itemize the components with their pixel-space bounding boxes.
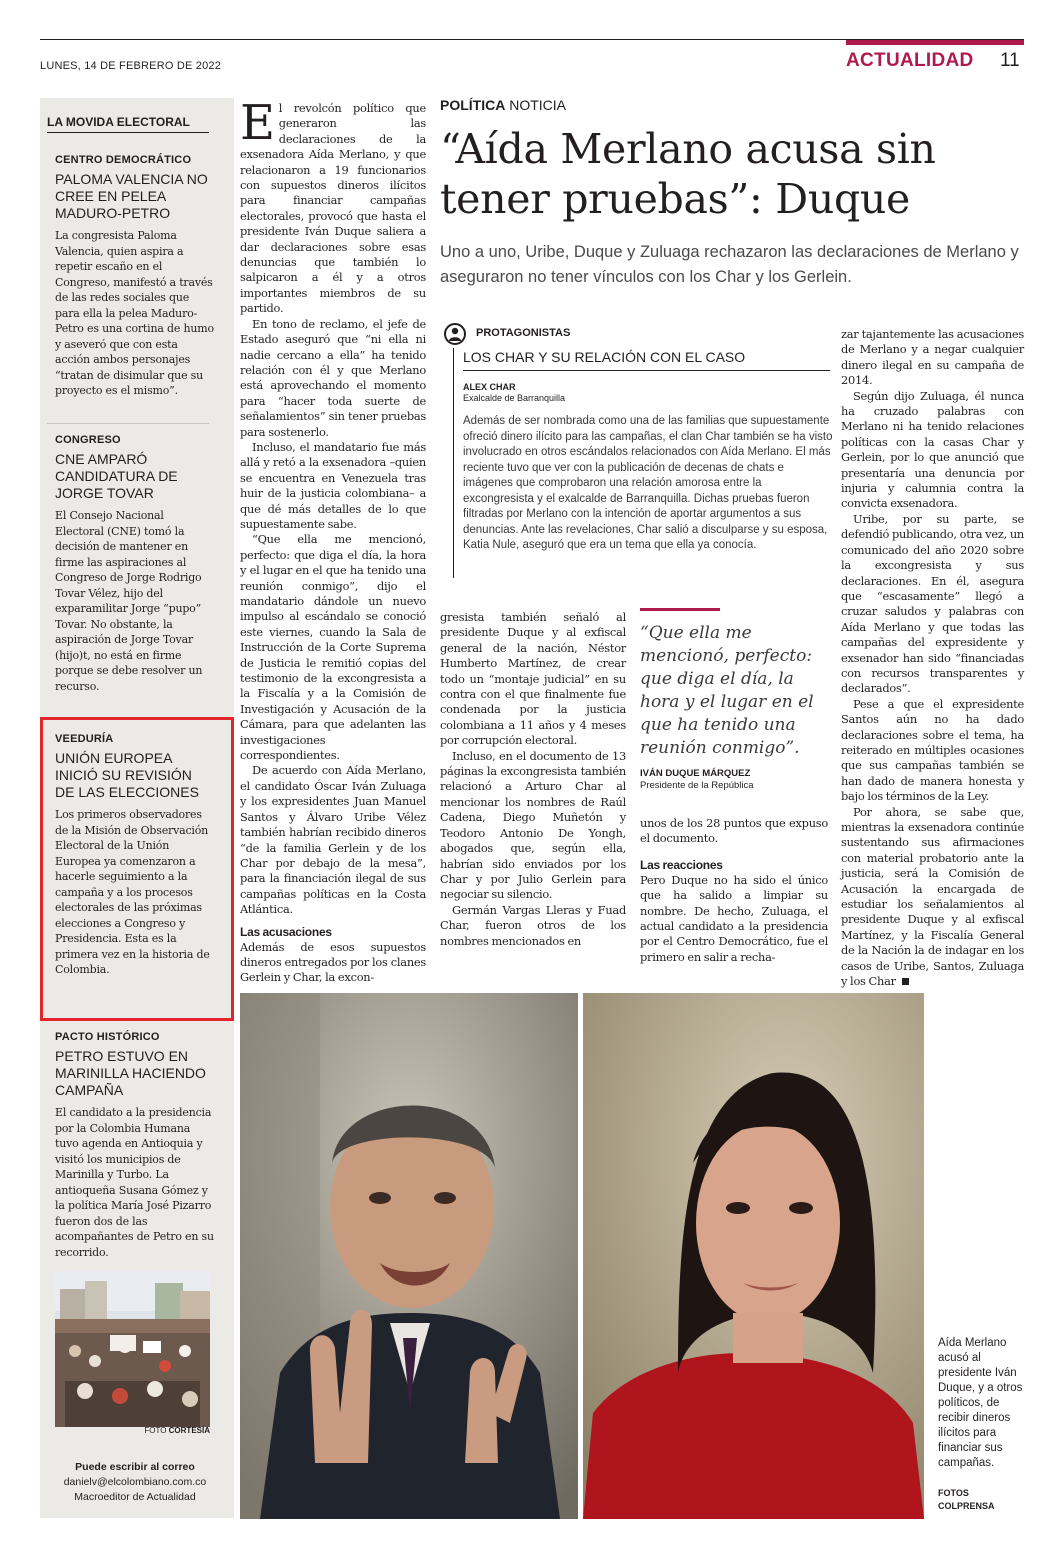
- sidebar-item-body: La congresista Paloma Valencia, quien aspira a repetir escaño en el Congreso, manifestó a través de las redes sociales que para ella la pelea Maduro-Petro es una cortina de humo y aseveró que con esta acción ambos personajes “tratan de disimular que su proyecto es el mismo”.: [55, 229, 214, 397]
- protagonists-body: Además de ser nombrada como una de las familias que supuestamente ofreció dinero ilícito para las campañas, el clan Char también se ha visto involucrado en otros escándalos relacionados con Aída Merlano. El más reciente tuvo que ver con la publicación de decenas de chats e imágenes que comprobaron una relación amorosa entre la excongresista y el exalcalde de Barranquilla. Dichas pruebas fueron filtradas por Merlano con la intención de aportar argumentos a sus denuncias. Ante las revelaciones, Char salió a disculparse y su esposa, Katia Nule, aseguró que era un tema que ella ya conocía.: [463, 415, 833, 551]
- sidebar-item: [55, 154, 215, 399]
- contact-title: Puede escribir al correo: [75, 1461, 195, 1473]
- page-number: 11: [1000, 50, 1020, 71]
- article-deck: Uno a uno, Uribe, Duque y Zuluaga rechazaron las declaraciones de Merlano y aseguraron no tener vínculos con los Char y los Gerlein.: [440, 243, 1019, 286]
- section-tab: [846, 40, 1024, 45]
- sidebar-item-body: El Consejo Nacional Electoral (CNE) tomó la decisión de mantener en firme las aspiraciones al Congreso de Jorge Rodrigo Tovar Vélez, hijo del exparamilitar Jorge “pupo” Tovar. No obstante, la aspiración de Jorge Tovar (hijo)t, no está en firme porque se debe resolver un recurso.: [55, 509, 203, 693]
- lead-paragraph: l revolcón político que generaron las declaraciones de la exsenadora Aída Merlano, y que relacionaron a 19 funcionarios con supuestos dineros ilícitos para financiar campañas electorales, provocó que hasta el presidente Iván Duque saliera a dar declaraciones sobre esas denuncias que también lo salpicaron a él y a otros importantes miembros de su partido.: [240, 101, 426, 316]
- pull-quote: “Que ella me mencionó, perfecto: que diga el día, la hora y el lugar en el que ha tenido una reunión conmigo”.: [640, 623, 814, 758]
- rally-photo-image: [55, 1271, 210, 1427]
- paragraph: Uribe, por su parte, se defendió publicando, otra vez, un comunicado del año 2020 sobre la excongresista y sus declaraciones. En él, asegura que “escasamente” llegó a cruzar saludos y palabras con Aída Merlano y que todas las campañas del expresidente y exsenador han sido “financiadas con recursos transparentes y declarados”.: [841, 511, 1024, 696]
- section-name: ACTUALIDAD: [846, 50, 974, 71]
- paragraph: Incluso, el mandatario fue más allá y retó a la exsenadora –quien se encuentra en Venezuela tras huir de la justicia colombiana– a que dé más detalles de lo que supuestamente sabe.: [240, 439, 426, 531]
- kicker-type: NOTICIA: [509, 97, 567, 113]
- contact-email[interactable]: danielv@elcolombiano.com.co: [63, 1476, 207, 1488]
- protagonists-title: LOS CHAR Y SU RELACIÓN CON EL CASO: [463, 349, 830, 371]
- end-mark-icon: [902, 978, 909, 985]
- sidebar-item-kicker: CENTRO DEMOCRÁTICO: [55, 154, 192, 166]
- paragraph: “Que ella me mencionó, perfecto: que diga el día, la hora y el lugar en el que ha tenido una reunión conmigo”, dijo el mandatario dándole un nuevo impulso al escándalo se conoció este viernes, cuando la Sala de Instrucción de la Corte Suprema de Justicia le remitió copias del testimonio de la excongresista a la Fiscalía y a la Comisión de Investigación y Acusación de la Cámara, para que adelanten las investigaciones correspondientes.: [240, 532, 426, 763]
- paragraph: Según dijo Zuluaga, él nunca ha cruzado palabras con Merlano ni ha tenido relaciones políticas con la casas Char y Gerlein, por lo que anunció que presentaría una denuncia por injuria y calumnia contra la convicta exsenadora.: [841, 388, 1024, 511]
- article-column-1: [240, 95, 426, 985]
- photo-credit-source: COLPRENSA: [938, 1501, 995, 1511]
- merlano-photo-image: [583, 993, 924, 1519]
- article-headline: “Aída Merlano acusa sin tener pruebas”: Duque: [440, 125, 936, 223]
- sidebar-item: [55, 434, 215, 694]
- sidebar-item-headline: UNIÓN EUROPEA INICIÓ SU REVISIÓN DE LAS ELECCIONES: [55, 750, 199, 800]
- paragraph: De acuerdo con Aída Merlano, el candidato Óscar Iván Zuluaga y los expresidentes Juan Manuel Santos y Álvaro Uribe Vélez también habrían recibido dineros “de la familia Gerlein y de los Char por debajo de la mesa”, para la financiación ilegal de sus campañas políticas en la Costa Atlántica.: [240, 763, 426, 917]
- quote-author: IVÁN DUQUE MÁRQUEZ: [640, 768, 751, 779]
- photo-credit-label: FOTOS: [938, 1488, 969, 1498]
- paragraph: En tono de reclamo, el jefe de Estado aseguró que “ni ella ni nadie cercano a ella” ha tenido relación con él y que Merlano está aprovechando el momento para “hacer toda suerte de señalamientos” sin tener pruebas para sostenerlo.: [240, 316, 426, 439]
- photo-caption: Aída Merlano acusó al presidente Iván Duque, y a otros políticos, de recibir dineros ilícitos para financiar sus campañas.: [938, 1337, 1023, 1469]
- paragraph: unos de los 28 puntos que expuso el documento.: [640, 816, 828, 846]
- paragraph: Incluso, en el documento de 13 páginas la excongresista también relacionó a Arturo Char al mencionar los nombres de Raúl Cadena, Diego Muñetón y Teodoro Antonio De Yongh, abogados que, según ella, habrían sido enviados por los Char y por Julio Gerlein para negociar su silencio.: [440, 748, 626, 902]
- article-column-2: [440, 610, 626, 966]
- sidebar-title-rule: [47, 132, 209, 133]
- article-column-3: [640, 816, 828, 966]
- protagonist-role: Exalcalde de Barranquilla: [463, 393, 566, 403]
- final-text: Por ahora, se sabe que, mientras la exsenadora continúe sustentando sus afirmaciones con material probatorio ante la justicia, será la Comisión de Acusación la encargada de estudiar los señalamientos al presidente Duque y al exfiscal Martínez, y la Fiscalía General de la Nación la de indagar en los casos de Uribe, Santos, Zuluaga y los Char: [841, 804, 1024, 989]
- sidebar-item-kicker: VEEDURÍA: [55, 733, 114, 745]
- subhead-reacciones: Las reacciones: [640, 857, 723, 872]
- sidebar-item-headline: CNE AMPARÓ CANDIDATURA DE JORGE TOVAR: [55, 451, 178, 501]
- sidebar-item-body: El candidato a la presidencia por la Colombia Humana tuvo agenda en Antioquia y visitó los municipios de Marinilla y Turbo. La antioqueña Susana Gómez y la política María José Pizarro fueron dos de las acompañantes de Petro en su recorrido.: [55, 1106, 214, 1259]
- article-column-4: [841, 327, 1024, 989]
- sidebar-item-headline: PALOMA VALENCIA NO CREE EN PELEA MADURO-PETRO: [55, 171, 208, 221]
- quote-rule: [640, 608, 720, 611]
- sidebar-item: [55, 1031, 215, 1260]
- credit-label: FOTO: [144, 1426, 167, 1435]
- paragraph: Pese a que el expresidente Santos aún no ha dado declaraciones sobre el tema, ha reiterado en múltiples ocasiones que sus campañas también se han dado de manera honesta y bajo los términos de la Ley.: [841, 696, 1024, 804]
- contact-box: [55, 1460, 215, 1505]
- highlight-box: [40, 717, 234, 1021]
- issue-date: LUNES, 14 DE FEBRERO DE 2022: [40, 60, 222, 72]
- protagonists-rule: [453, 348, 454, 578]
- duque-photo: [240, 993, 578, 1519]
- article-kicker: [440, 97, 566, 113]
- paragraph: Pero Duque no ha sido el único que ha salido a limpiar su nombre. De hecho, Zuluaga, el actual candidato a la presidencia por el Centro Democrático, fue el primero en salir a recha-: [640, 872, 828, 964]
- duque-photo-image: [240, 993, 578, 1519]
- sidebar-item-body: Los primeros observadores de la Misión de Observación Electoral de la Unión Europea ya comenzaron a hacerle seguimiento a la campaña y a los procesos electorales de las próximas elecciones a Congreso y Presidencia. Esta es la primera vez en la historia de Colombia.: [55, 808, 210, 976]
- quote-author-role: Presidente de la República: [640, 780, 754, 791]
- paragraph-final: [841, 805, 1024, 990]
- merlano-photo: [583, 993, 924, 1519]
- rally-photo: [55, 1271, 210, 1427]
- sidebar-divider: [47, 423, 209, 424]
- rally-photo-credit: [55, 1426, 210, 1435]
- credit-source: CORTESÍA: [168, 1426, 210, 1435]
- contact-role: Macroeditor de Actualidad: [74, 1491, 196, 1503]
- person-icon: [444, 323, 466, 345]
- photo-credit: [938, 1487, 1028, 1513]
- sidebar-item-kicker: CONGRESO: [55, 434, 121, 446]
- drop-cap: E: [240, 95, 275, 151]
- protagonist-name: ALEX CHAR: [463, 382, 516, 392]
- protagonists-label: PROTAGONISTAS: [476, 327, 571, 339]
- paragraph: zar tajantemente las acusaciones de Merlano y a negar cualquier dinero ilegal en su campaña de 2014.: [841, 327, 1024, 388]
- subhead-acusaciones: Las acusaciones: [240, 924, 332, 939]
- sidebar-title: LA MOVIDA ELECTORAL: [47, 115, 190, 129]
- paragraph: Además de esos supuestos dineros entregados por los clanes Gerlein y Char, la excon-: [240, 939, 426, 985]
- paragraph: Germán Vargas Lleras y Fuad Char, fueron otros de los nombres mencionados en: [440, 902, 626, 948]
- sidebar-item-headline: PETRO ESTUVO EN MARINILLA HACIENDO CAMPAÑA: [55, 1048, 206, 1098]
- kicker-section: POLÍTICA: [440, 97, 506, 113]
- sidebar-item-kicker: PACTO HISTÓRICO: [55, 1031, 160, 1043]
- paragraph: gresista también señaló al presidente Duque y al exfiscal general de la nación, Néstor Humberto Martínez, de crear todo un “montaje judicial” en su contra con el que finalmente fue condenada por la justicia colombiana a 11 años y 4 meses por corrupción electoral.: [440, 610, 626, 748]
